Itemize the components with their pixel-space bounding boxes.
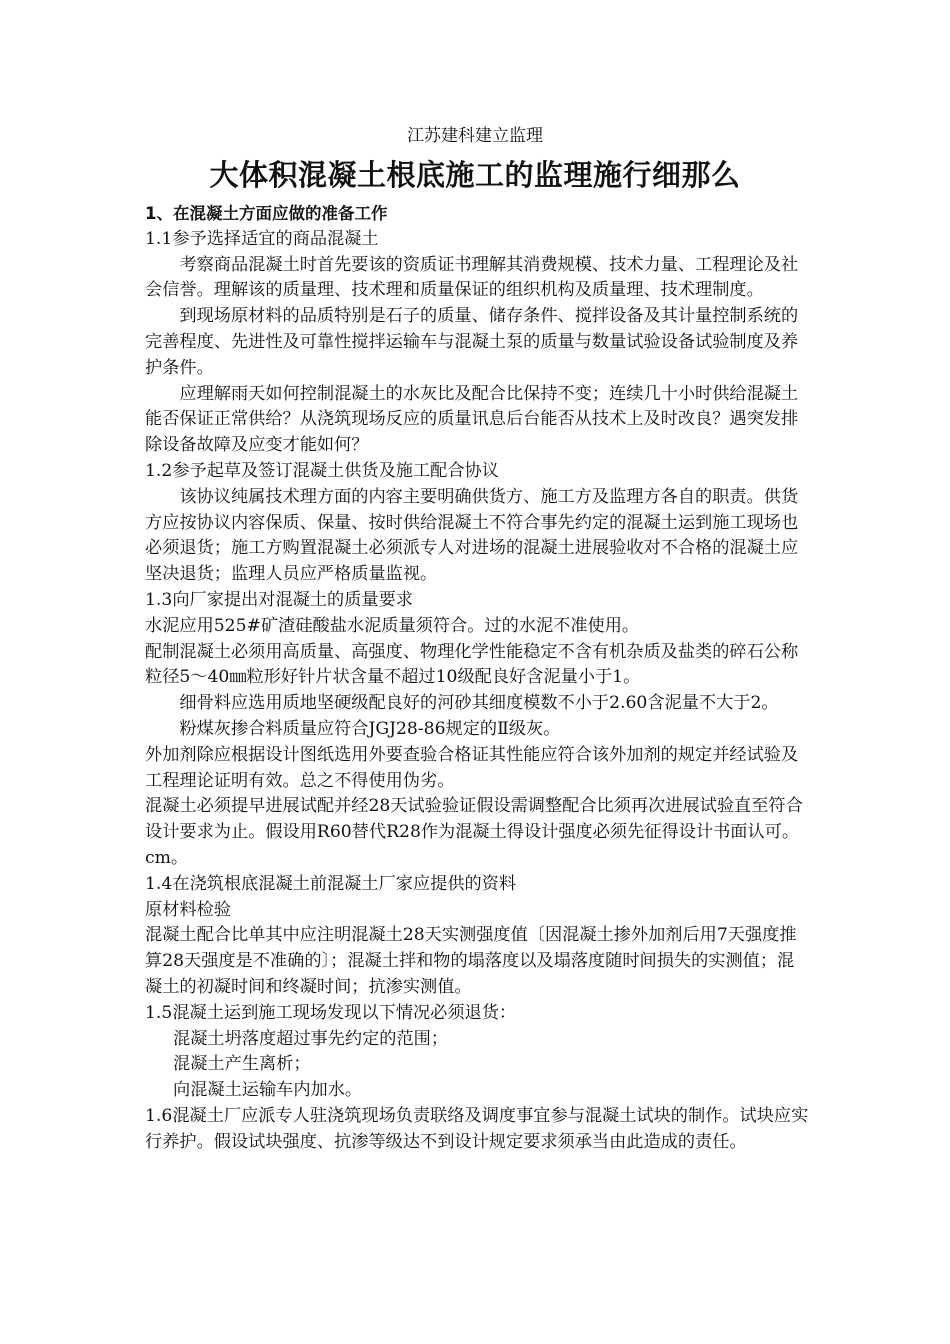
paragraph: 细骨料应选用质地坚硬级配良好的河砂其细度模数不小于2.60含泥量不大于2。 [179, 693, 779, 714]
list-item: 向混凝土运输车内加水。 [173, 1080, 363, 1101]
document-title: 大体积混凝土根底施工的监理施行细那么 [209, 158, 741, 192]
paragraph: 该协议纯属技术理方面的内容主要明确供货方、施工方及监理方各自的职责。供货方应按协议内容保质、保量、按时供给混凝土不符合事先约定的混凝土运到施工现场也必须退货；施工方购置混凝土必须派专人对进场的混凝土进展验收对不合格的混凝土应坚决退货；监理人员应严格质量监视。 [145, 486, 799, 585]
subsection-heading: 1.6混凝土厂应派专人驻浇筑现场负责联络及调度事宜参与混凝土试块的制作。试块应实行养护。假设试块强度、抗渗等级达不到设计规定要求须承当由此造成的责任。 [145, 1105, 809, 1152]
list-item: 混凝土坍落度超过事先约定的范围； [173, 1028, 449, 1049]
subsection-heading: 1.5混凝土运到施工现场发现以下情况必须退货： [145, 1002, 517, 1023]
subsection-heading: 1.3向厂家提出对混凝土的质量要求 [145, 589, 413, 610]
paragraph: 粉煤灰掺合料质量应符合JGJ28-86规定的Ⅱ级灰。 [179, 718, 561, 739]
paragraph: 混凝土必须提早进展试配并经28天试验验证假设需调整配合比须再次进展试验直至符合设计要求为止。假设用R60替代R28作为混凝土得设计强度必须先征得设计书面认可。 [145, 796, 803, 843]
document-body [145, 201, 810, 1155]
list-item: 混凝土产生离析； [173, 1054, 311, 1075]
paragraph: 应理解雨天如何控制混凝土的水灰比及配合比保持不变；连续几十小时供给混凝土能否保证正常供给？从浇筑现场反应的质量讯息后台能否从技术上及时改良？遇突发排除设备故障及应变才能如何？ [145, 383, 799, 456]
paragraph: 配制混凝土必须用高质量、高强度、物理化学性能稳定不含有机杂质及盐类的碎石公称粒径5～40㎜粒形好针片状含量不超过10级配良好含泥量小于1。 [145, 641, 799, 688]
paragraph: 原材料检验 [145, 899, 231, 920]
paragraph: 到现场原材料的品质特别是石子的质量、储存条件、搅拌设备及其计量控制系统的完善程度、先进性及可靠性搅拌运输车与混凝土泵的质量与数量试验设备试验制度及养护条件。 [145, 306, 799, 378]
paragraph: 水泥应用525#矿渣硅酸盐水泥质量须符合。过的水泥不准使用。 [145, 615, 640, 636]
subsection-heading: 1.2参予起草及签订混凝土供货及施工配合协议 [145, 460, 499, 481]
paragraph: 考察商品混凝土时首先要该的资质证书理解其消费规模、技术力量、工程理论及社会信誉。理解该的质量理、技术理和质量保证的组织机构及质量理、技术理制度。 [145, 254, 799, 301]
section-heading: 1、在混凝土方面应做的准备工作 [145, 204, 388, 223]
subsection-heading: 1.4在浇筑根底混凝土前混凝土厂家应提供的资料 [145, 873, 517, 894]
subsection-heading: 1.1参予选择适宜的商品混凝土 [145, 228, 379, 249]
paragraph: 外加剂除应根据设计图纸选用外要查验合格证其性能应符合该外加剂的规定并经试验及工程理论证明有效。总之不得使用伪劣。 [145, 744, 799, 791]
paragraph: cm。 [145, 847, 189, 868]
organization-name: 江苏建科建立监理 [407, 126, 543, 146]
paragraph: 混凝土配合比单其中应注明混凝土28天实测强度值〔因混凝土掺外加剂后用7天强度推算28天强度是不准确的〕；混凝土拌和物的塌落度以及塌落度随时间损失的实测值；混凝土的初凝时间和终凝时间；抗渗实测值。 [145, 925, 797, 997]
